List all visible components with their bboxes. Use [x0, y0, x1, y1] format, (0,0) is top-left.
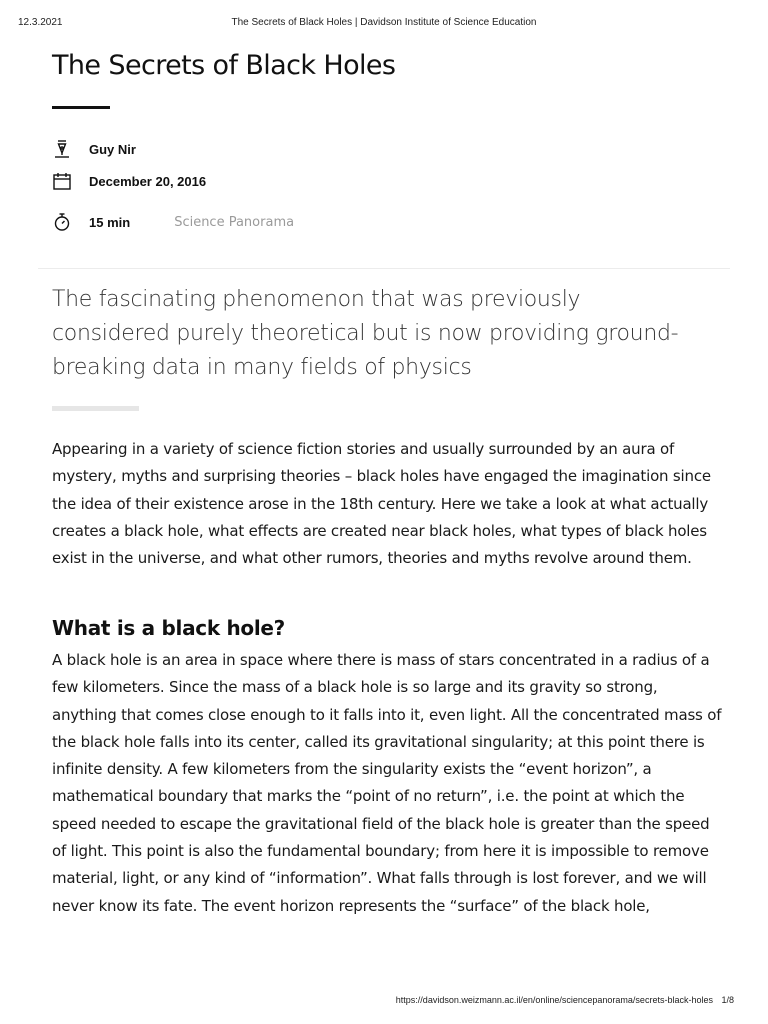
meta-read-time [52, 211, 294, 233]
section-heading: What is a black hole? [52, 616, 285, 640]
meta-date [52, 170, 206, 192]
page-number: 1/8 [721, 995, 734, 1005]
intro-paragraph: Appearing in a variety of science fiction stories and usually surrounded by an aura of mystery, myths and surprising theories – black holes have engaged the imagination since the idea of their existence arose in the 18th century. Here we take a look at what actually creates a black hole, what effects are created near black holes, what types of black holes exist in the universe, and what other rumors, theories and myths revolve around them. [52, 440, 711, 568]
stopwatch-icon [52, 212, 72, 232]
lead-underline [52, 406, 139, 411]
pen-nib-icon [52, 139, 72, 159]
print-header [0, 17, 768, 31]
print-url: https://davidson.weizmann.ac.il/en/online/sciencepanorama/secrets-black-holes [395, 995, 713, 1005]
section-paragraph: A black hole is an area in space where there is mass of stars concentrated in a radius of a few kilometers. Since the mass of a black hole is so large and its gravity so strong, anything that comes close enough to it falls into it, even light. All the concentrated mass of the black hole falls into its center, called its gravitational singularity; at this point there is infinite density. A few kilometers from the singularity exists the “event horizon”, a mathematical boundary that marks the “point of no return”, i.e. the point at which the speed needed to escape the gravitational field of the black hole is greater than the speed of light. This point is also the fundamental boundary; from here it is impossible to remove material, light, or any kind of “information”. What falls through is lost forever, and we will never know its fate. The event horizon represents the “surface” of the black hole, [52, 651, 722, 915]
author-name[interactable]: Guy Nir [89, 141, 136, 157]
title-underline [52, 106, 110, 109]
print-page-title: The Secrets of Black Holes | Davidson Institute of Science Education [231, 17, 537, 28]
header-divider [38, 268, 730, 269]
article-title: The Secrets of Black Holes [52, 50, 396, 81]
read-time: 15 min [89, 214, 131, 230]
category-link[interactable]: Science Panorama [174, 214, 295, 230]
print-footer [396, 995, 734, 1009]
publish-date: December 20, 2016 [89, 173, 207, 189]
article-lead: The fascinating phenomenon that was previously considered purely theoretical but is now providing ground-breaking data in many fields of physics [52, 287, 679, 380]
calendar-icon [52, 171, 72, 191]
meta-author [52, 138, 136, 160]
print-date: 12.3.2021 [18, 17, 63, 28]
